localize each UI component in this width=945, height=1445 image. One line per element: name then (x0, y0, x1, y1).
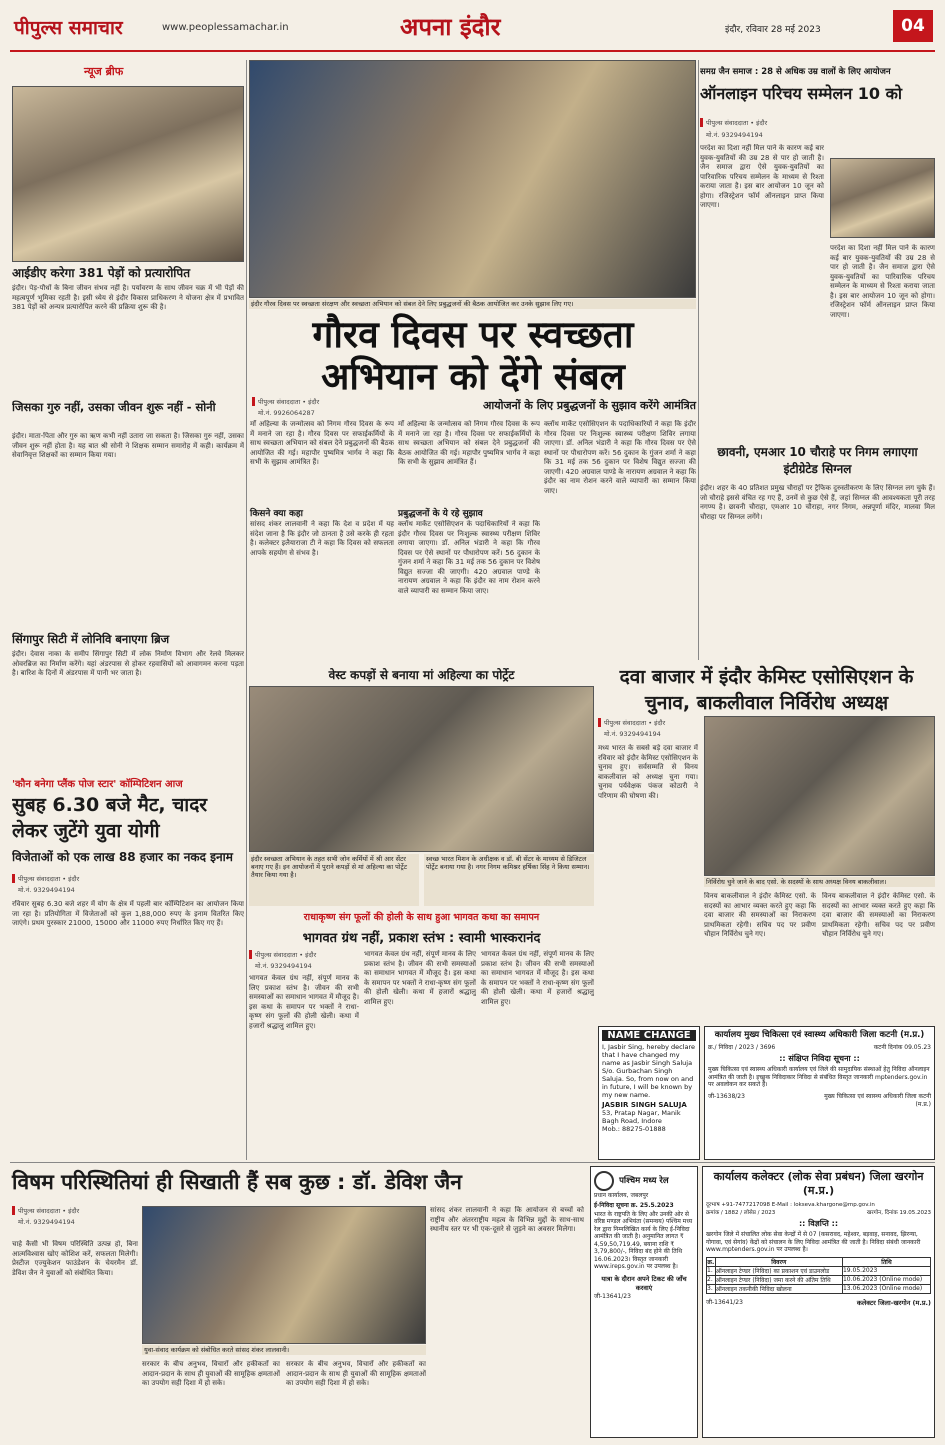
chemist-body-3: विनय बाकलीवाल ने इंदौर केमिस्ट एसो. के सदस्यों का आभार व्यक्त करते हुए कहा कि दवा बाजार की समस्याओं का निराकरण प्राथमिकता रहेगी। सचिव पद पर प्रवीण चौहान निर्विरोध चुने गए। (822, 892, 935, 938)
table-cell: 19.05.2023 (842, 1266, 930, 1275)
main-body-1: माँ अहिल्या के जन्मोत्सव को निगम गौरव दिवस के रूप में मनाने जा रहा है। गौरव दिवस पर सफाईकर्मियों के साथ स्वच्छता अभियान को संबल देने प्रबुद्धजनों की बैठक आयोजित की गई। महापौर पुष्यमित्र भार्गव ने कहा कि सभी के सुझाव आमंत्रित हैं। (250, 420, 394, 466)
name-change-ad (598, 1026, 700, 1160)
khargone-date: खरगोन, दिनांक 19.05.2023 (866, 1210, 931, 1216)
competition-headline: सुबह 6.30 बजे मैट, चादर लेकर जुटेंगे युवा योगी (12, 794, 208, 842)
doctor-body-2: सरकार के बीच अनुभव, विचारों और हकीकतों का आदान-प्रदान के साथ ही युवाओं की सामूहिक क्षमताओं का उपयोग सही दिशा में हो सके। (142, 1360, 280, 1387)
jain-mobile: मो.नं. 9329494194 (706, 131, 763, 139)
bhagwat-body-3: भागवत केवल ग्रंथ नहीं, संपूर्ण मानव के लिए प्रकाश स्तंभ है। जीवन की सभी समस्याओं का समाधान भागवत में मौजूद है। इस कथा के समापन पर भक्तों ने राधा-कृष्ण संग फूलों की होली खेली। कथा में हजारों श्रद्धालु शामिल हुए। (481, 950, 594, 1006)
name-change-title: NAME CHANGE (602, 1030, 696, 1041)
name-change-address: 53, Pratap Nagar, Manik Bagh Road, Indore (602, 1109, 681, 1125)
jain-body: परदेश का दिशा नहीं मिल पाने के कारण कई बार युवक-युवतियों की उम्र 28 से पार हो जाती है। जैन समाज द्वारा ऐसे युवक-युवतियों का पारिवारिक परिचय सम्मेलन के माध्यम से रिश्ता कराया जाता है। इस बार आयोजन 10 जून को होगा। रजिस्ट्रेशन फॉर्म ऑनलाइन प्राप्त किया जाएगा। (700, 144, 824, 209)
table-cell: ऑनलाइन टेण्डर (निविदा) जमा करने की अंतिम तिथि (715, 1275, 842, 1284)
website-url: www.peoplessamachar.in (162, 22, 289, 33)
brief-2-title: जिसका गुरु नहीं, उसका जीवन शुरू नहीं - सोनी (12, 400, 216, 414)
doctor-body-2b: सरकार के बीच अनुभव, विचारों और हकीकतों का आदान-प्रदान के साथ ही युवाओं की सामूहिक क्षमताओं का उपयोग सही दिशा में हो सके। (286, 1360, 426, 1387)
khargone-notice (702, 1166, 935, 1438)
competition-body: रविवार सुबह 6.30 बजे शहर में योग के क्षेत्र में पहली बार कॉम्पिटिशन का आयोजन किया जा रहा है। प्रतियोगिता में विजेताओं को कुल 1,88,000 रुपए के इनाम वितरित किए जाएंगे। प्रथम पुरस्कार 21000, 15000 और 11000 रुपए निर्धारित किए गए हैं। (12, 900, 244, 927)
jain-photo (830, 158, 935, 238)
main-sub-2: प्रबुद्धजनों के ये रहे सुझाव (398, 509, 483, 519)
main-headline: गौरव दिवस पर स्वच्छता अभियान को देंगे संबल (312, 313, 634, 398)
name-change-mobile: Mob.: 88275-01888 (602, 1125, 666, 1133)
table-cell: ऑनलाइन टेण्डर (निविदा) का प्रकाशन एवं डाउनलोड (715, 1266, 842, 1275)
chemist-mobile: मो.नं. 9329494194 (604, 730, 661, 738)
cmho-body: मुख्य चिकित्सा एवं स्वास्थ्य अधिकारी कार्यालय एवं जिले की सामुदायिक संस्थाओं हेतु निविदा ऑनलाइन आमंत्रित की जाती है। इच्छुक निविदाकार निविदा से संबंधित विस्तृत जानकारी mptenders.gov.in पर अवलोकन कर सकते हैं। (708, 1066, 930, 1088)
khargone-th-1: क्र. (707, 1258, 715, 1266)
competition-kicker: 'कौन बनेगा प्लैंक पोज स्टार' कॉम्पिटिशन आज (12, 779, 183, 790)
competition-mobile: मो.नं. 9329494194 (18, 886, 75, 894)
signal-body: इंदौर। शहर के 40 प्रतिशत प्रमुख चौराहों पर ट्रैफिक दुरुस्तीकरण के लिए सिग्नल लग चुके हैं। जो चौराहे इससे वंचित रह गए हैं, उनमें से कुछ ऐसे हैं, जहां सिग्नल की आवश्यकता पूरी तरह नगण्य है। छावनी चौराहा, एमआर 10 चौराहा, नगर निगम, अन्नपूर्णा मंदिर, मालवा मिल चौराहा पर सिग्नल लगेंगे। (700, 484, 935, 521)
brief-1-title: आईडीए करेगा 381 पेड़ों को प्रत्यारोपित (12, 266, 191, 280)
brief-photo (12, 86, 244, 262)
table-cell: 2. (707, 1275, 716, 1284)
railway-body: भारत के राष्ट्रपति के लिए और उनकी ओर से वरिष्ठ मण्डल अभियंता (समन्वय) पश्चिम मध्य रेल द्वारा निम्नलिखित कार्य के लिए ई-निविदा आमंत्रित की जाती है। अनुमानित लागत ₹ 4,59,50,719.49, बयाना राशि ₹ 3,79,800/-, निविदा बंद होने की तिथि 16.06.2023। विस्तृत जानकारी www.ireps.gov.in पर उपलब्ध है। (594, 1210, 693, 1270)
main-photo-caption: इंदौर गौरव दिवस पर स्वच्छता संरक्षण और स्वच्छता अभियान को संबल देने लिए प्रबुद्धजनों की बैठक आयोजित कर उनके सुझाव लिए गए। (249, 299, 696, 309)
chemist-headline: दवा बाजार में इंदौर केमिस्ट एसोसिएशन के चुनाव, बाकलीवाल निर्विरोध अध्यक्ष (619, 666, 914, 714)
masthead (0, 0, 945, 56)
railway-code: जी-13641/23 (594, 1292, 631, 1300)
column-divider (698, 60, 699, 660)
khargone-ref: क्रमांक / 1882 / लोसेप्र / 2023 (706, 1210, 776, 1216)
competition-byline: पीपुल्स संवाददाता • इंदौर (12, 874, 122, 883)
portrait-headline: वेस्ट कपड़ों से बनाया मां अहिल्या का पोर्ट्रेट (328, 668, 515, 682)
cmho-sign: मुख्य चिकित्सा एवं स्वास्थ्य अधिकारी जिला कटनी (म.प्र.) (824, 1092, 931, 1108)
signal-headline: छावनी, एमआर 10 चौराहे पर निगम लगाएगा इंटीग्रेटेड सिग्नल (717, 445, 918, 476)
khargone-body: खरगोन जिले में संचालित लोक सेवा केन्द्रों में से 07 (कसरावद, महेश्वर, बड़वाह, सनावद, झिरन्या, गोगावा, एवं सेगांव) केंद्रों को संचालन के लिए निविदा आमंत्रित की जाती है। निविदा संबंधी जानकारी www.mptenders.gov.in पर उपलब्ध है। (706, 1231, 921, 1253)
table-row (707, 1275, 931, 1284)
cmho-code: जी-13638/23 (708, 1092, 745, 1100)
khargone-sign: कलेक्टर जिला-खरगोन (म.प्र.) (856, 1298, 931, 1307)
page-number: 04 (893, 10, 933, 42)
khargone-heading: :: विज्ञप्ति :: (798, 1219, 839, 1228)
signal-story (700, 444, 935, 666)
khargone-phone: दूरभाष +91-7477217098 E-Mail : lokseva.khargone@mp.gov.in (706, 1202, 875, 1208)
jain-kicker: समग्र जैन समाज : 28 से अधिक उम्र वालों के लिए आयोजन (700, 67, 891, 77)
railway-logo-icon (594, 1171, 614, 1191)
chemist-photo-caption: निर्विरोध चुने जाने के बाद एसो. के सदस्यों के साथ अध्यक्ष विनय बाकलीवाल। (704, 877, 935, 887)
brief-2-body: इंदौर। माता-पिता और गुरु का ऋण कभी नहीं उतारा जा सकता है। जिसका गुरु नहीं, उसका जीवन शुरू नहीं होता है। यह बात श्री सोनी ने शिक्षक सम्मान समारोह में कही। कार्यक्रम में सेवानिवृत्त शिक्षकों का सम्मान किया गया। (12, 432, 244, 459)
chemist-body-2: विनय बाकलीवाल ने इंदौर केमिस्ट एसो. के सदस्यों का आभार व्यक्त करते हुए कहा कि दवा बाजार की समस्याओं का निराकरण प्राथमिकता रहेगी। सचिव पद पर प्रवीण चौहान निर्विरोध चुने गए। (704, 892, 816, 938)
bhagwat-headline: भागवत ग्रंथ नहीं, प्रकाश स्तंभ : स्वामी भास्करानंद (302, 931, 541, 946)
issue-date: इंदौर, रविवार 28 मई 2023 (725, 25, 821, 35)
khargone-th-3: तिथि (842, 1257, 930, 1266)
newspaper-logo: पीपुल्स समाचार (14, 17, 123, 39)
railway-slogan: यात्रा के दौरान अपने टिकट की जाँच करवाएं (601, 1274, 687, 1292)
khargone-title: कार्यालय कलेक्टर (लोक सेवा प्रबंधन) जिला खरगोन (म.प्र.) (713, 1170, 924, 1197)
railway-notice (590, 1166, 698, 1438)
doctor-body-3: सांसद शंकर लालवानी ने कहा कि आयोजन से बच्चों को राष्ट्रीय और अंतरराष्ट्रीय महत्व के विभिन्न मुद्दों के साथ-साथ स्थानीय स्तर पर भी एक-दूसरे से जुड़ने का अवसर मिलेगा। (430, 1206, 584, 1233)
main-photo (249, 60, 696, 298)
table-row (707, 1284, 931, 1293)
cmho-heading: :: संक्षिप्त निविदा सूचना :: (779, 1054, 860, 1063)
portrait-caption-2: स्वच्छ भारत मिशन के अधीक्षक व डॉ. बी सेंटर के माध्यम से डिजिटल पोर्ट्रेट बनाया गया है। नगर निगम कमिश्नर हर्षिका सिंह ने किया सम्मान। (424, 854, 594, 906)
bhagwat-kicker: राधाकृष्ण संग फूलों की होली के साथ हुआ भागवत कथा का समापन (303, 912, 540, 923)
brief-tag: न्यूज ब्रीफ (84, 65, 124, 78)
masthead-rule (10, 50, 935, 52)
main-body-3b: क्लॉथ मार्केट एसोसिएशन के पदाधिकारियों ने कहा कि इंदौर गौरव दिवस पर निःशुल्क स्वास्थ्य परीक्षण शिविर लगाया जाएगा। डॉ. अनिल भंडारी ने कहा कि गौरव दिवस पर ऐसे स्थानों पर पौधारोपण करें। 56 दुकान के गुंजन शर्मा ने कहा कि 31 मई तक 56 दुकान पर विशेष विद्युत सज्जा की जाएगी। 420 अग्रवाल पाण्डे के नारायण अग्रवाल ने कहा कि इंदौर का नाम रोशन करने वाले व्यापारी का सम्मान किया जाए। (544, 420, 696, 495)
bhagwat-mobile: मो.नं. 9329494194 (255, 962, 312, 970)
brief-3-title: सिंगापुर सिटी में लोनिवि बनाएगा ब्रिज (12, 632, 170, 646)
section-title: अपना इंदौर (400, 13, 501, 41)
table-cell: 13.06.2023 (Online mode) (842, 1284, 930, 1293)
news-brief (12, 60, 244, 770)
doctor-mobile: मो.नं. 9329494194 (18, 1218, 75, 1226)
doctor-photo-caption: युवा-संवाद कार्यक्रम को संबोधित करते सांसद शंकर लालवानी। (142, 1345, 426, 1355)
main-subhead: आयोजनों के लिए प्रबुद्धजनों के सुझाव करेंगे आमंत्रित (483, 399, 696, 412)
doctor-headline: विषम परिस्थितियां ही सिखाती हैं सब कुछ : डॉ. डेविश जैन (12, 1170, 462, 1194)
main-byline: पीपुल्स संवाददाता • इंदौर (252, 397, 372, 406)
doctor-byline: पीपुल्स संवाददाता • इंदौर (12, 1206, 122, 1215)
column-divider (246, 60, 247, 1160)
jain-body-2: परदेश का दिशा नहीं मिल पाने के कारण कई बार युवक-युवतियों की उम्र 28 से पार हो जाती है। जैन समाज द्वारा ऐसे युवक-युवतियों का पारिवारिक परिचय सम्मेलन के माध्यम से रिश्ता कराया जाता है। इस बार आयोजन 10 जून को होगा। रजिस्ट्रेशन फॉर्म ऑनलाइन प्राप्त किया जाएगा। (830, 244, 935, 319)
brief-1-body: इंदौर। पेड़-पौधों के बिना जीवन संभव नहीं है। पर्यावरण के साथ जीवन चक्र में भी पेड़ों की महत्वपूर्ण भूमिका रहती है। इसी ध्येय से इंदौर विकास प्राधिकरण ने योजना क्षेत्र में प्रभावित 381 पेड़ों को अन्यत्र प्रत्यारोपित करने की प्रक्रिया शुरू की है। (12, 284, 244, 311)
doctor-body-1: चाहे कैसी भी विषम परिस्थिति उत्पन्न हो, बिना आत्मविश्वास खोए कोशिश करें, सफलता मिलेगी। प्रेस्टीज एज्युकेशन फाउंडेशन के चेयरमैन डॉ. डेविश जैन ने युवाओं को संबोधित किया। (12, 1240, 138, 1277)
table-row (707, 1266, 931, 1275)
name-change-body: I, Jasbir Sing, hereby declare that I have changed my name as Jasbir Singh Saluja S/o. Gurbachan Singh Saluja. So, from now on and in future, I will be known by my new name. (602, 1043, 696, 1099)
chemist-photo (704, 716, 935, 876)
brief-3-body: इंदौर। देवास नाका के समीप सिंगापुर सिटी में लोक निर्माण विभाग और रेलवे मिलकर ओवरब्रिज का निर्माण करेंगे। यहां अंडरपास से होकर रहवासियों को आवागमन करना पड़ता है। बारिश के दिनों में अंडरपास में पानी भर जाता है। (12, 650, 244, 677)
railway-ref: ई-निविदा सूचना क्र. 25.5.2023 (594, 1201, 674, 1209)
main-sub-1: किसने क्या कहा (250, 509, 303, 519)
khargone-table (706, 1257, 931, 1294)
chemist-body-1: मध्य भारत के सबसे बड़े दवा बाजार में रविवार को इंदौर केमिस्ट एसोसिएशन के चुनाव हुए। सर्वसम्मति से विनय बाकलीवाल को अध्यक्ष चुना गया। चुनाव पर्यवेक्षक पंकज कोठारी ने परिणाम की घोषणा की। (598, 744, 698, 800)
jain-headline: ऑनलाइन परिचय सम्मेलन 10 को (700, 84, 903, 103)
cmho-date: कटनी दिनांक 09.05.23 (873, 1044, 931, 1051)
competition-subhead: विजेताओं को एक लाख 88 हजार का नकद इनाम (12, 850, 233, 864)
railway-sub: प्रधान कार्यालय, जबलपुर (594, 1191, 649, 1199)
cmho-notice (704, 1026, 935, 1160)
bhagwat-body-2: भागवत केवल ग्रंथ नहीं, संपूर्ण मानव के लिए प्रकाश स्तंभ है। जीवन की सभी समस्याओं का समाधान भागवत में मौजूद है। इस कथा के समापन पर भक्तों ने राधा-कृष्ण संग फूलों की होली खेली। कथा में हजारों श्रद्धालु शामिल हुए। (364, 950, 476, 1006)
table-cell: 1. (707, 1266, 716, 1275)
cmho-title: कार्यालय मुख्य चिकित्सा एवं स्वास्थ्य अधिकारी जिला कटनी (म.प्र.) (714, 1030, 925, 1040)
portrait-caption-1: इंदौर स्वच्छता अभियान के तहत सभी जोन कर्मियों में श्री आर सेंटर बनाए गए हैं। इन आयोजनों में पुराने कपड़ों से मां अहिल्या का पोर्ट्रेट तैयार किया गया है। (249, 854, 419, 906)
name-change-name: JASBIR SINGH SALUJA (602, 1101, 687, 1109)
jain-byline: पीपुल्स संवाददाता • इंदौर (700, 118, 800, 127)
cmho-ref: क्र./ निविदा / 2023 / 3696 (708, 1044, 776, 1051)
railway-title: पश्चिम मध्य रेल (619, 1176, 669, 1186)
section-divider (10, 1162, 935, 1163)
portrait-photo (249, 686, 594, 852)
table-cell: 3. (707, 1284, 716, 1293)
main-body-2: सांसद शंकर लालवानी ने कहा कि देश व प्रदेश में यह संदेश जाना है कि इंदौर जो ठानता है उसे करके ही रहता है। कलेक्टर इलैयाराजा टी ने कहा कि दिवस को सफलता आपके सहयोग से संभव है। (250, 520, 394, 557)
chemist-byline: पीपुल्स संवाददाता • इंदौर (598, 718, 708, 727)
doctor-photo (142, 1206, 426, 1344)
table-cell: 10.06.2023 (Online mode) (842, 1275, 930, 1284)
table-cell: ऑनलाइन तकनीकी निविदा खोलना (715, 1284, 842, 1293)
bhagwat-body-1: भागवत केवल ग्रंथ नहीं, संपूर्ण मानव के लिए प्रकाश स्तंभ है। जीवन की सभी समस्याओं का समाधान भागवत में मौजूद है। इस कथा के समापन पर भक्तों ने राधा-कृष्ण संग फूलों की होली खेली। कथा में हजारों श्रद्धालु शामिल हुए। (249, 974, 359, 1030)
jain-story (700, 60, 935, 440)
khargone-code: जी-13641/23 (706, 1298, 743, 1306)
main-mobile: मो.नं. 9926064287 (258, 409, 315, 417)
khargone-th-2: विवरण (715, 1257, 842, 1266)
bhagwat-byline: पीपुल्स संवाददाता • इंदौर (249, 950, 359, 959)
main-body-2b: माँ अहिल्या के जन्मोत्सव को निगम गौरव दिवस के रूप में मनाने जा रहा है। गौरव दिवस पर सफाईकर्मियों के साथ स्वच्छता अभियान को संबल देने प्रबुद्धजनों की बैठक आयोजित की गई। महापौर पुष्यमित्र भार्गव ने कहा कि सभी के सुझाव आमंत्रित हैं। (398, 420, 540, 466)
main-body-3: क्लॉथ मार्केट एसोसिएशन के पदाधिकारियों ने कहा कि इंदौर गौरव दिवस पर निःशुल्क स्वास्थ्य परीक्षण शिविर लगाया जाएगा। डॉ. अनिल भंडारी ने कहा कि गौरव दिवस पर ऐसे स्थानों पर पौधारोपण करें। 56 दुकान के गुंजन शर्मा ने कहा कि 31 मई तक 56 दुकान पर विशेष विद्युत सज्जा की जाएगी। 420 अग्रवाल पाण्डे के नारायण अग्रवाल ने कहा कि इंदौर का नाम रोशन करने वाले व्यापारी का सम्मान किया जाए। (398, 520, 540, 595)
